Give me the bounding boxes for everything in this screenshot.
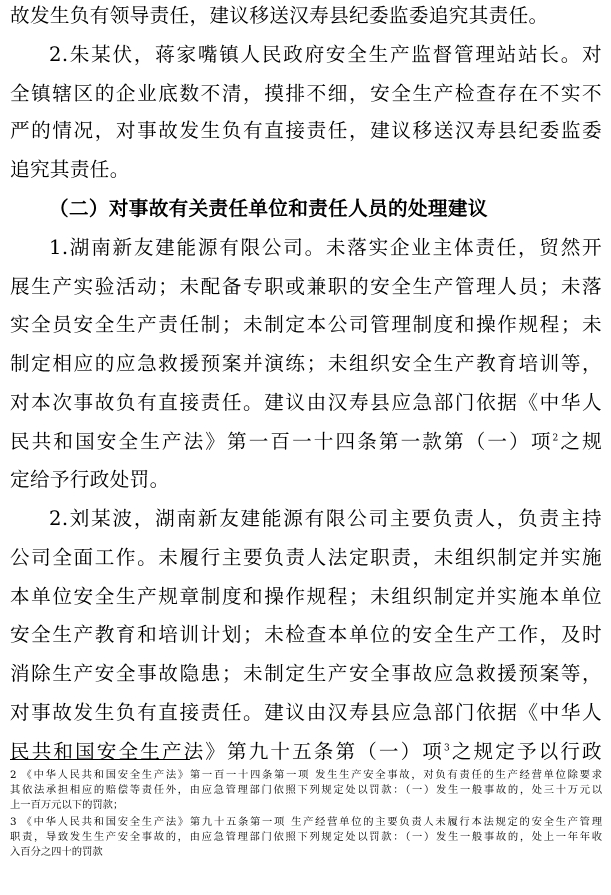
- body-line: 严的情况，对事故发生负有直接责任，建议移送汉寿县纪委监委: [10, 119, 602, 142]
- body-line: 定给予行政处罚。: [10, 468, 170, 491]
- footnote-line: 入百分之四十的罚款: [10, 846, 103, 858]
- footnote-line: 上一百万元以下的罚款；: [10, 799, 124, 811]
- body-line: 民共和国安全生产法》第九十五条第（一）项$^3$之规定予以行政: [10, 740, 602, 763]
- body-line: 实全员安全生产责任制；未制定本公司管理制度和操作规程；未: [10, 313, 602, 336]
- body-line: 1.湖南新友建能源有限公司。未落实企业主体责任，贸然开: [49, 236, 602, 259]
- body-line: 对事故发生负有直接责任。建议由汉寿县应急部门依据《中华人: [10, 701, 602, 724]
- body-line: 制定相应的应急救援预案并演练；未组织安全生产教育培训等，: [10, 352, 602, 375]
- footnote-line: 职责，导致发生生产安全事故的，由应急管理部门依照下列规定处以罚款：（一）发生一般事故的，处上一年年收: [10, 831, 602, 843]
- body-line: 全镇辖区的企业底数不清，摸排不细，安全生产检查存在不实不: [10, 82, 602, 105]
- body-line: 公司全面工作。未履行主要负责人法定职责，未组织制定并实施: [10, 546, 602, 569]
- body-line: 对本次事故负有直接责任。建议由汉寿县应急部门依据《中华人: [10, 391, 602, 414]
- footnote-separator: [10, 759, 190, 760]
- body-line: 追究其责任。: [10, 158, 130, 181]
- body-line: 民共和国安全生产法》第一百一十四条第一款第（一）项$^2$之规: [10, 430, 603, 453]
- footnote-line: 其依法承担相应的赔偿等责任外，由应急管理部门依照下列规定处以罚款：（一）发生一般事故的，处三十万元以: [10, 784, 602, 796]
- footnote-line: 2 《中华人民共和国安全生产法》第一百一十四条第一项 发生生产安全事故，对负有责任的生产经营单位除要求: [10, 769, 602, 781]
- section-heading: （二）对事故有关责任单位和责任人员的处理建议: [49, 197, 488, 220]
- footnote-ref[interactable]: 2: [552, 433, 559, 444]
- body-line: 本单位安全生产规章制度和操作规程；未组织制定并实施本单位: [10, 585, 602, 608]
- body-line: 展生产实验活动；未配备专职或兼职的安全生产管理人员；未落: [10, 275, 602, 298]
- body-line: 安全生产教育和培训计划；未检查本单位的安全生产工作，及时: [10, 623, 602, 646]
- body-line: 2.刘某波，湖南新友建能源有限公司主要负责人，负责主持: [49, 507, 602, 530]
- footnote-line: 3 《中华人民共和国安全生产法》第九十五条第一项 生产经营单位的主要负责人未履行本法规定的安全生产管理: [10, 816, 602, 828]
- footnote-ref[interactable]: 3: [444, 743, 451, 754]
- body-line: 2.朱某伏，蒋家嘴镇人民政府安全生产监督管理站站长。对: [49, 43, 602, 66]
- body-line: 故发生负有领导责任，建议移送汉寿县纪委监委追究其责任。: [10, 4, 549, 27]
- body-line: 消除生产安全事故隐患；未制定生产安全事故应急救援预案等，: [10, 662, 602, 685]
